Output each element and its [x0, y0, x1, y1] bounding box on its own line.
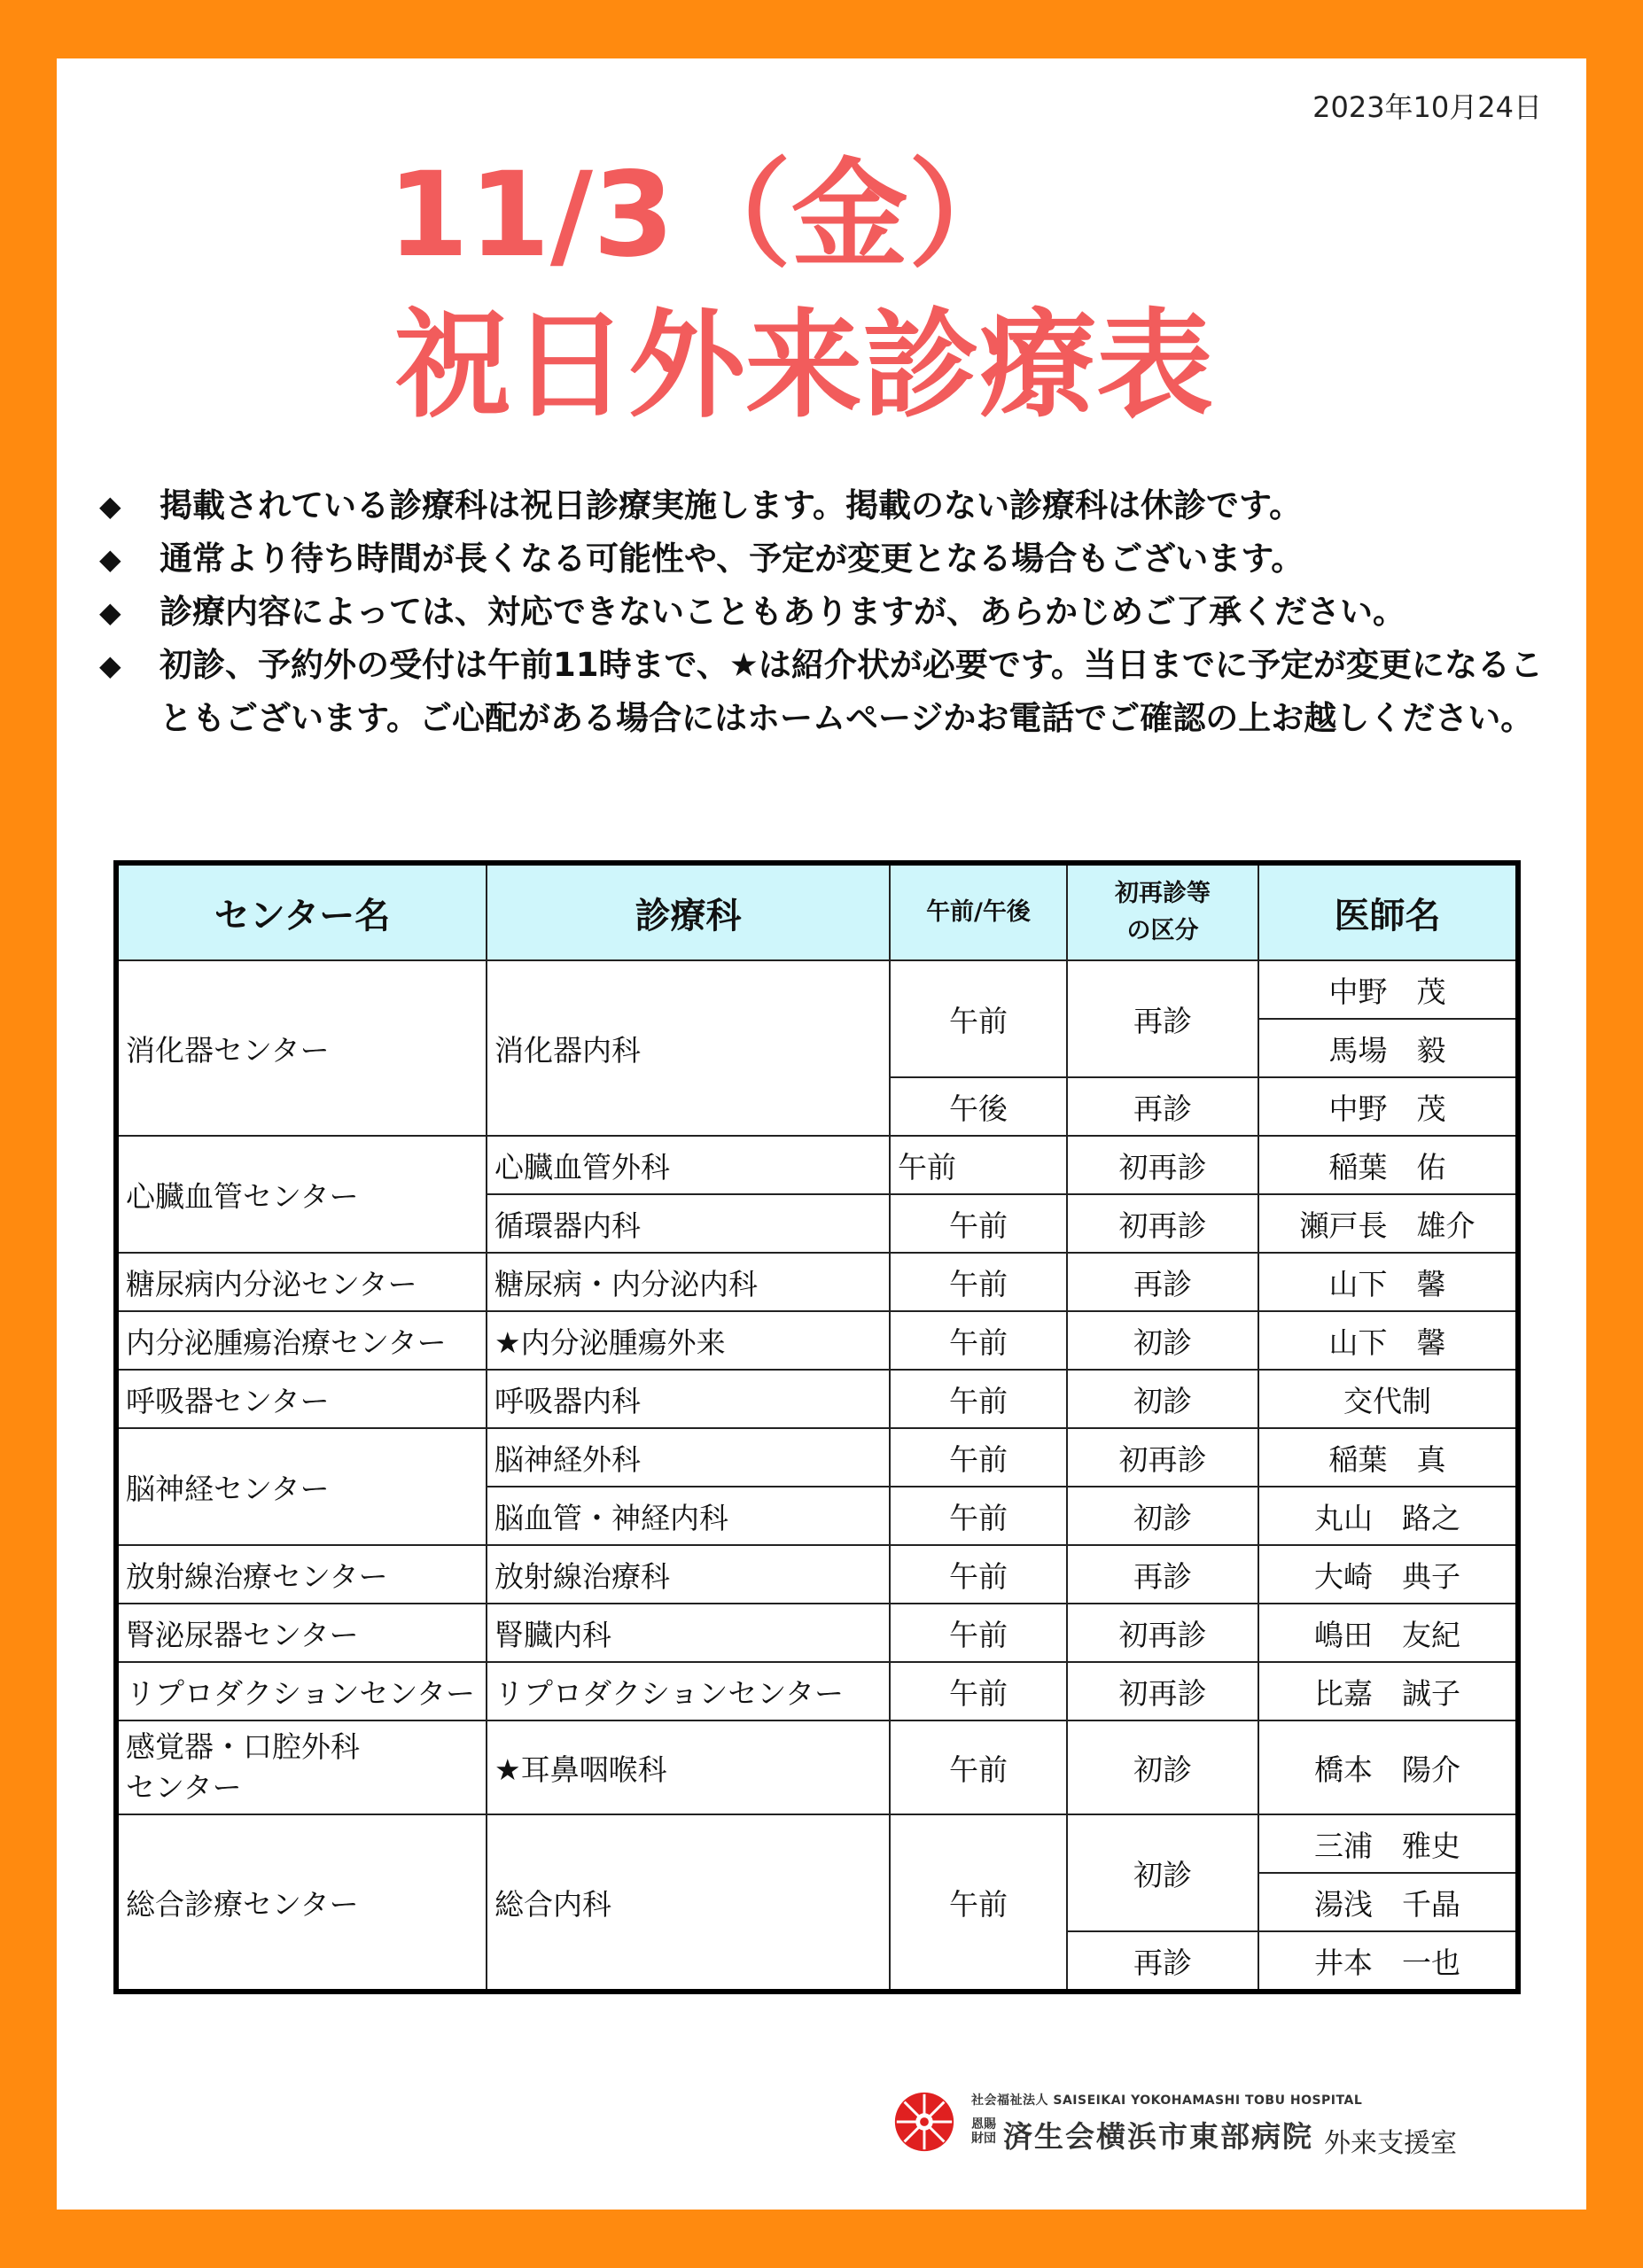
- ampm-cell: 午前: [890, 1604, 1067, 1662]
- note-text: 通常より待ち時間が長くなる可能性や、予定が変更となる場合もございます。: [160, 540, 1304, 578]
- center-cell: リプロダクションセンター: [116, 1662, 487, 1720]
- doctor-cell: 瀬戸長 雄介: [1258, 1194, 1518, 1253]
- table-row: [116, 1428, 1518, 1487]
- doctor-cell: 比嘉 誠子: [1258, 1662, 1518, 1720]
- table-row: [116, 1545, 1518, 1604]
- note-item: [94, 479, 1565, 532]
- dept-cell: 糖尿病・内分泌内科: [487, 1253, 890, 1311]
- dept-cell: 心臓血管外科: [487, 1136, 890, 1194]
- dept-cell: 脳神経外科: [487, 1428, 890, 1487]
- header-ampm: 午前/午後: [890, 863, 1067, 960]
- table-row: [116, 1253, 1518, 1311]
- visit-type-cell: 再診: [1067, 1253, 1258, 1311]
- diamond-bullet-icon: ◆: [99, 542, 121, 576]
- doctor-cell: 大崎 典子: [1258, 1545, 1518, 1604]
- dept-cell: リプロダクションセンター: [487, 1662, 890, 1720]
- schedule-table: [113, 860, 1521, 1994]
- dept-cell: 脳血管・神経内科: [487, 1487, 890, 1545]
- visit-type-cell: 初再診: [1067, 1194, 1258, 1253]
- center-cell: 糖尿病内分泌センター: [116, 1253, 487, 1311]
- doctor-cell: 橋本 陽介: [1258, 1720, 1518, 1814]
- doctor-cell: 稲葉 真: [1258, 1428, 1518, 1487]
- visit-type-cell: 再診: [1067, 1931, 1258, 1992]
- note-item: [94, 586, 1565, 639]
- title-main: 祝日外来診療表: [394, 298, 1213, 434]
- center-cell: 脳神経センター: [116, 1428, 487, 1545]
- dept-cell: 循環器内科: [487, 1194, 890, 1253]
- hospital-name-en: 社会福祉法人 SAISEIKAI YOKOHAMASHI TOBU HOSPITAL: [971, 2093, 1363, 2108]
- diamond-bullet-icon: ◆: [99, 489, 121, 523]
- visit-type-cell: 再診: [1067, 960, 1258, 1077]
- note-text: 掲載されている診療科は祝日診療実施します。掲載のない診療科は休診です。: [160, 486, 1303, 524]
- header-center: センター名: [116, 863, 487, 960]
- center-cell: 腎泌尿器センター: [116, 1604, 487, 1662]
- header-visit-type: 初再診等 の区分: [1067, 863, 1258, 960]
- ampm-cell: 午前: [890, 1311, 1067, 1370]
- ampm-cell: 午前: [890, 1428, 1067, 1487]
- center-cell: 心臓血管センター: [116, 1136, 487, 1253]
- center-cell: 放射線治療センター: [116, 1545, 487, 1604]
- doctor-cell: 湯浅 千晶: [1258, 1873, 1518, 1931]
- visit-type-cell: 再診: [1067, 1077, 1258, 1136]
- table-row: [116, 1662, 1518, 1720]
- center-cell: 内分泌腫瘍治療センター: [116, 1311, 487, 1370]
- visit-type-cell: 初診: [1067, 1487, 1258, 1545]
- issue-date: 2023年10月24日: [1312, 90, 1542, 124]
- hospital-corp-label: 恩賜財団: [971, 2117, 996, 2146]
- ampm-cell: 午前: [890, 1136, 1067, 1194]
- visit-type-cell: 初再診: [1067, 1136, 1258, 1194]
- center-cell: 呼吸器センター: [116, 1370, 487, 1428]
- note-item: [94, 532, 1565, 586]
- visit-type-cell: 初再診: [1067, 1662, 1258, 1720]
- department-name: 外来支援室: [1324, 2128, 1457, 2159]
- center-cell: 感覚器・口腔外科 センター: [116, 1720, 487, 1814]
- note-text: 診療内容によっては、対応できないこともありますが、あらかじめご了承ください。: [160, 593, 1406, 631]
- ampm-cell: 午前: [890, 1662, 1067, 1720]
- dept-cell: 消化器内科: [487, 960, 890, 1136]
- table-row: [116, 1604, 1518, 1662]
- center-cell: 消化器センター: [116, 960, 487, 1136]
- visit-type-cell: 初診: [1067, 1370, 1258, 1428]
- header-dept: 診療科: [487, 863, 890, 960]
- notice-page: [57, 58, 1586, 2210]
- ampm-cell: 午前: [890, 1370, 1067, 1428]
- dept-cell: ★耳鼻咽喉科: [487, 1720, 890, 1814]
- doctor-cell: 嶋田 友紀: [1258, 1604, 1518, 1662]
- ampm-cell: 午前: [890, 1487, 1067, 1545]
- table-header-row: [116, 863, 1518, 960]
- diamond-bullet-icon: ◆: [99, 595, 121, 629]
- visit-type-cell: 初診: [1067, 1311, 1258, 1370]
- ampm-cell: 午前: [890, 960, 1067, 1077]
- doctor-cell: 山下 馨: [1258, 1253, 1518, 1311]
- doctor-cell: 山下 馨: [1258, 1311, 1518, 1370]
- doctor-cell: 稲葉 佑: [1258, 1136, 1518, 1194]
- note-text: 初診、予約外の受付は午前11時まで、★は紹介状が必要です。当日までに予定が変更になることもございます。ご心配がある場合にはホームページかお電話でご確認の上お越しください。: [160, 646, 1543, 737]
- center-cell: 総合診療センター: [116, 1814, 487, 1992]
- notes-list: [94, 479, 1565, 745]
- hospital-footer: [890, 2087, 1563, 2176]
- ampm-cell: 午前: [890, 1814, 1067, 1992]
- table-row: [116, 960, 1518, 1019]
- doctor-cell: 中野 茂: [1258, 1077, 1518, 1136]
- hospital-name-jp: 済生会横浜市東部病院: [1003, 2119, 1313, 2154]
- diamond-bullet-icon: ◆: [99, 649, 121, 682]
- table-row: [116, 1136, 1518, 1194]
- table-row: [116, 1311, 1518, 1370]
- visit-type-cell: 初診: [1067, 1814, 1258, 1931]
- doctor-cell: 中野 茂: [1258, 960, 1518, 1019]
- hospital-logo-icon: [890, 2087, 959, 2156]
- dept-cell: 総合内科: [487, 1814, 890, 1992]
- table-row: [116, 1720, 1518, 1814]
- title-date: 11/3（金）: [387, 147, 1025, 284]
- visit-type-cell: 初診: [1067, 1720, 1258, 1814]
- visit-type-cell: 初再診: [1067, 1428, 1258, 1487]
- table-row: [116, 1814, 1518, 1873]
- doctor-cell: 井本 一也: [1258, 1931, 1518, 1992]
- doctor-cell: 交代制: [1258, 1370, 1518, 1428]
- doctor-cell: 馬場 毅: [1258, 1019, 1518, 1077]
- dept-cell: 呼吸器内科: [487, 1370, 890, 1428]
- dept-cell: ★内分泌腫瘍外来: [487, 1311, 890, 1370]
- ampm-cell: 午前: [890, 1720, 1067, 1814]
- visit-type-cell: 再診: [1067, 1545, 1258, 1604]
- note-item: [94, 639, 1565, 745]
- dept-cell: 放射線治療科: [487, 1545, 890, 1604]
- doctor-cell: 三浦 雅史: [1258, 1814, 1518, 1873]
- doctor-cell: 丸山 路之: [1258, 1487, 1518, 1545]
- table-row: [116, 1370, 1518, 1428]
- dept-cell: 腎臓内科: [487, 1604, 890, 1662]
- ampm-cell: 午後: [890, 1077, 1067, 1136]
- visit-type-cell: 初再診: [1067, 1604, 1258, 1662]
- ampm-cell: 午前: [890, 1545, 1067, 1604]
- header-doctor: 医師名: [1258, 863, 1518, 960]
- ampm-cell: 午前: [890, 1253, 1067, 1311]
- ampm-cell: 午前: [890, 1194, 1067, 1253]
